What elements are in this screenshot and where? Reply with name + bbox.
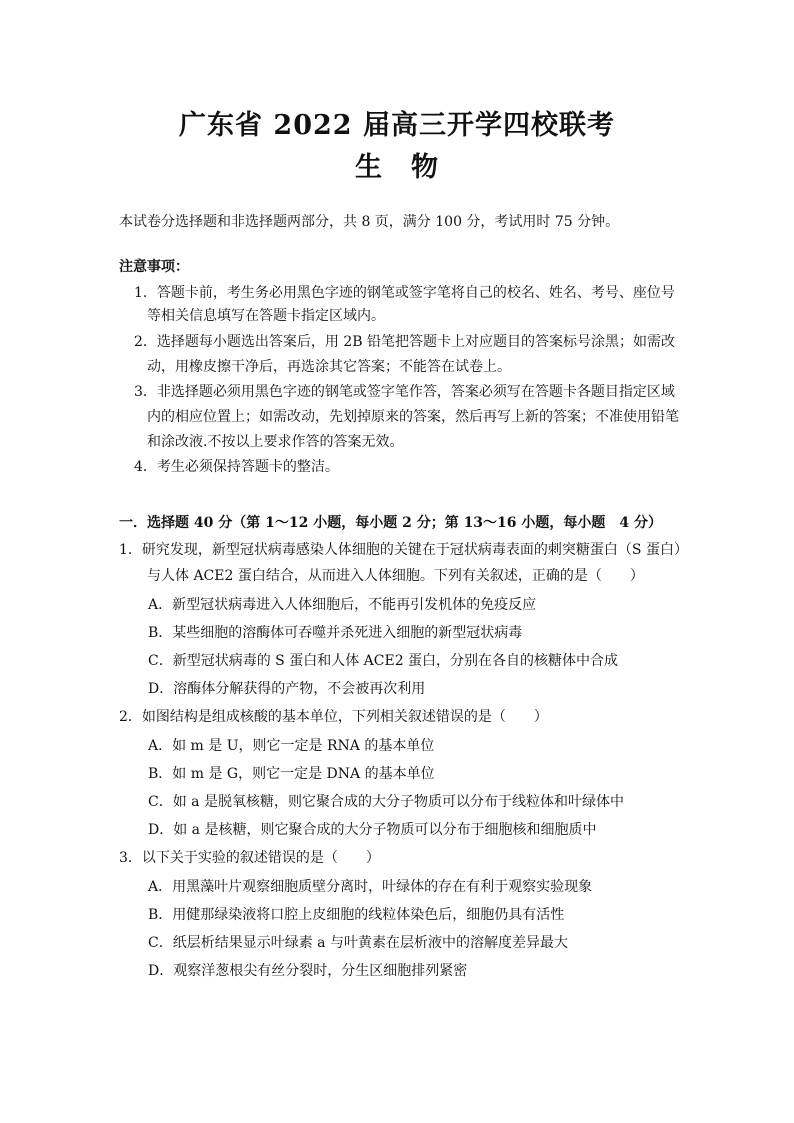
notes-heading: 注意事项： (119, 259, 189, 275)
option-b: B．如 m 是 G，则它一定是 DNA 的基本单位 (148, 766, 435, 782)
option-b: B．用健那绿染液将口腔上皮细胞的线粒体染色后，细胞仍具有活性 (148, 907, 565, 923)
option-d: D．观察洋葱根尖有丝分裂时，分生区细胞排列紧密 (148, 963, 468, 979)
note-line: 1．答题卡前，考生务必用黑色字迹的钢笔或签字笔将自己的校名、姓名、考号、座位号 (134, 285, 675, 301)
option-c: C．纸层析结果显示叶绿素 a 与叶黄素在层析液中的溶解度差异最大 (148, 935, 568, 951)
option-d: D．溶酶体分解获得的产物，不会被再次利用 (148, 681, 426, 697)
option-b: B．某些细胞的溶酶体可吞噬并杀死进入细胞的新型冠状病毒 (148, 625, 523, 641)
question-stem: 与人体 ACE2 蛋白结合，从而进入人体细胞。下列有关叙述，正确的是（ ） (147, 568, 644, 584)
note-line: 2．选择题每小题选出答案后，用 2B 铅笔把答题卡上对应题目的答案标号涂黑；如需改 (134, 334, 676, 350)
question-stem: 2．如图结构是组成核酸的基本单位，下列相关叙述错误的是（ ） (119, 709, 548, 725)
option-c: C．新型冠状病毒的 S 蛋白和人体 ACE2 蛋白，分别在各自的核糖体中合成 (148, 653, 619, 669)
question-stem: 3．以下关于实验的叙述错误的是（ ） (119, 850, 380, 866)
option-d: D．如 a 是核糖，则它聚合成的大分子物质可以分布于细胞核和细胞质中 (148, 822, 597, 838)
option-c: C．如 a 是脱氧核糖，则它聚合成的大分子物质可以分布于线粒体和叶绿体中 (148, 794, 624, 810)
option-a: A．如 m 是 U，则它一定是 RNA 的基本单位 (148, 738, 435, 754)
note-line: 等相关信息填写在答题卡指定区域内。 (147, 308, 385, 324)
question-stem: 1．研究发现，新型冠状病毒感染人体细胞的关键在于冠状病毒表面的刺突糖蛋白（S 蛋白） (119, 542, 688, 558)
note-line: 4．考生必须保持答题卡的整洁。 (134, 459, 339, 475)
note-line: 3．非选择题必须用黑色字迹的钢笔或签字笔作答，答案必须写在答题卡各题目指定区域 (134, 384, 675, 400)
option-a: A．用黑藻叶片观察细胞质壁分离时，叶绿体的存在有利于观察实验现象 (148, 879, 593, 895)
intro-text: 本试卷分选择题和非选择题两部分，共 8 页，满分 100 分，考试用时 75 分钟。 (119, 214, 620, 230)
note-line: 和涂改液.不按以上要求作答的答案无效。 (147, 434, 404, 450)
note-line: 内的相应位置上；如需改动，先划掉原来的答案，然后再写上新的答案；不准使用铅笔 (147, 409, 679, 425)
exam-title: 广东省 2022 届高三开学四校联考 (179, 110, 615, 141)
note-line: 动，用橡皮擦干净后，再选涂其它答案；不能答在试卷上。 (147, 359, 511, 375)
subject-title: 生 物 (355, 152, 439, 183)
option-a: A．新型冠状病毒进入人体细胞后，不能再引发机体的免疫反应 (148, 597, 537, 613)
section-heading: 一．选择题 40 分（第 1～12 小题，每小题 2 分；第 13～16 小题，每小题 4 分） (119, 515, 663, 531)
